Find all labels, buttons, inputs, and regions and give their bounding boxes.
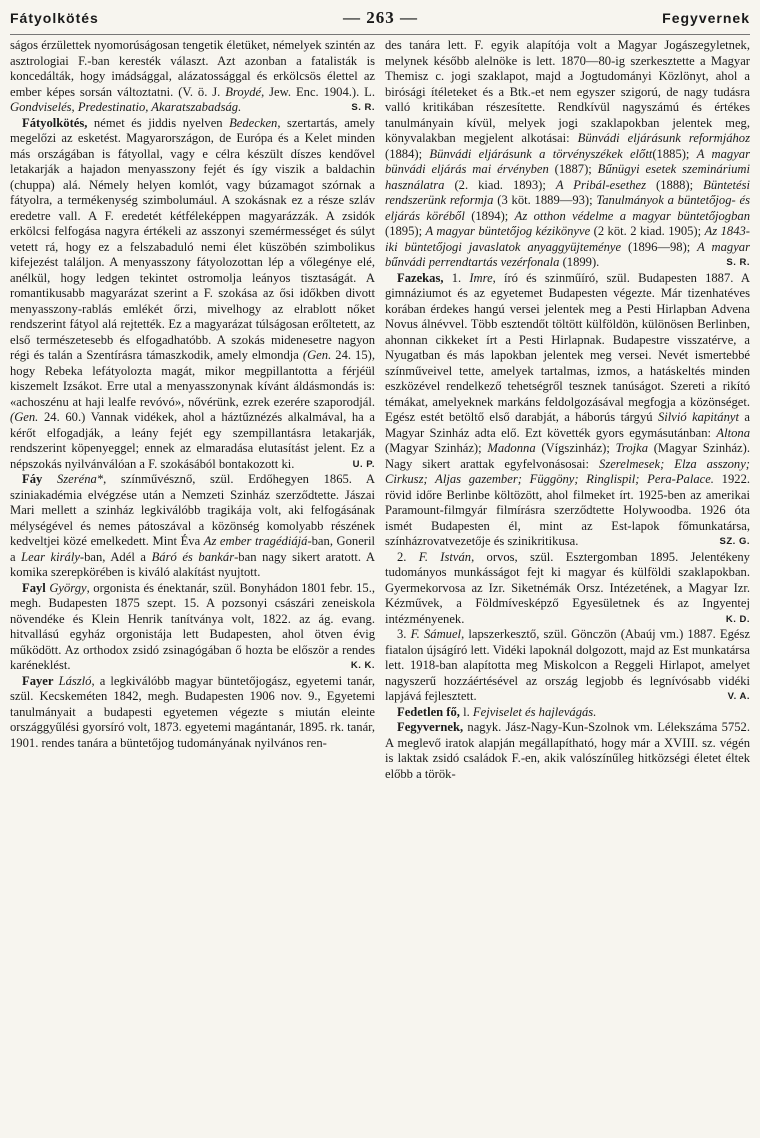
text-columns [10,38,750,782]
author-signature: K. K. [350,660,375,671]
author-signature: V. A. [727,691,750,702]
running-header [10,8,750,35]
encyclopedia-entry: Fayer László, a legkiválóbb magyar büntetőjogász, egyetemi tanár, szül. Kecskeméten 1842, megh. Budapesten 1906 nov. 9., Egyetemi tanulmányait a budapesti egyetemen végezte s miután eleinte országgyűlési gyorsíró volt, 1873. egyetemi magántanár, 1895. rk. tanár, 1901. rendes tanára a büntetőjog tudományának nyilvános ren- [10,673,375,750]
encyclopedia-entry: 3. F. Sámuel, lapszerkesztő, szül. Gönczön (Abaúj vm.) 1887. Egész fiatalon újságíró lett. Vidéki lapoknál dolgozott, majd az Est munkatársa lett. 1918-ban alapította meg Miskolcon a Reggeli Hirlapot, amelyet nagyszerű hozzáértésével az ország legjobb és legnívósabb vidéki lapjává fejlesztett. V. A. [385,627,750,703]
encyclopedia-entry: 2. F. István, orvos, szül. Esztergomban 1895. Jelentékeny tudományos munkásságot fejt ki magyar és külföldi szaklapokban. Gyermekorvosa az Izr. Siketnémák Orsz. Intézetének, a Magyar Izr. Kézművek, a Földmívesképző Egyesületnek és az Ingyentej intézményenek. K. D. [385,549,750,626]
header-right-keyword: Fegyvernek [662,10,750,26]
right-column [385,38,750,782]
author-signature: S. R. [726,257,750,268]
author-signature: U. P. [352,458,375,470]
entry-continuation: ságos érzülettek nyomorúságosan tengetik életüket, némelyek szintén az asztrologiai F.-ban keresték választ. Azt azonban a fatalisták is koncedálták, hogy imádsággal, alázatossággal és erkölcsös élettel az ember képes sorsán változtatni. (V. ö. J. Broydé, Jew. Enc. 1904.). L. Gondviselés, Predestinatio, Akaratszabadság. S. R. [10,38,375,114]
entry-continuation: des tanára lett. F. egyik alapítója volt a Magyar Jogászegyletnek, melynek később alelnöke is lett. 1870—80-ig szerkesztette a Magyar Themisz c. jogi szaklapot, majd a Jogtudományi Közlönyt, ahol a birósági ítéleteket és a Btk.-et nem egyszer szigorú, de nagy tudásra valló kritikában részesítette. Rendkívül nagyszámú és értékes tanulmányain kívül, melyek jogi szaklapokban jelentek meg, könyvalakban megjelent alkotásai: Bünvádi eljárásunk reformjához (1884); Bünvádi eljárásunk a törvényszékek előtt(1885); A magyar bünvádi eljárás mai érvényben (1887); Bűnügyi esetek szemináriumi használatra (2. kiad. 1893); A Pribál-esethez (1888); Büntetési rendszerünk reformja (3 köt. 1889—93); Tanulmányok a büntetőjog- és eljárás köréből (1894); Az otthon védelme a magyar büntetőjogban (1895); A magyar büntetőjog kézikönyve (2 köt. 2 kiad. 1905); Az 1843-iki büntetőjogi javaslatok anyaggyüjteménye (1896—98); A magyar bűnvádi perrendtartás vezérfonala (1899). S. R. [385,38,751,269]
author-signature: SZ. G. [719,536,750,547]
page-number: — 263 — [342,8,418,27]
author-signature: K. D. [725,613,750,625]
encyclopedia-entry: Fedetlen fő, l. Fejviselet és hajlevágás. [397,704,597,719]
author-signature: S. R. [351,102,375,113]
left-column [10,38,375,782]
encyclopedia-entry: Fegyvernek, nagyk. Jász-Nagy-Kun-Szolnok vm. Lélekszáma 5752. A meglevő iratok alapján megállapítható, hogy már a XVIII. sz. végén is laktak zsidó családok F.-en, akik valószínűleg hitközségi életet éltek előbb a török- [385,720,750,781]
encyclopedia-entry: Fátyolkötés, német és jiddis nyelven Bedecken, szertartás, amely megelőzi az esketést. Magyarországon, de Európa és a Kelet minden más országában is fátyollal, vagy e célra készült díszes kendővel letakarják a hajadon menyasszony fejét és így viszik a baldachin (chuppa) alá. Némely helyen komlót, vagy búzamagot szórnak a fátyolra, a termékenység szimbolumául. A szokásnak ez a része szláv eredetre vall. A F. eredetét kétféleképpen magyarázzák. A zsidók erkölcsi felfogása nagyra értékeli az asszonyi szemérmességet és súlyt vetett rá, hogy ez a felszabaduló nemi élet küszöbén szimbolikus kifejezést találjon. A menyasszony fátyolozottan lép a vőlegénye elé, anélkül, hogy ledgen tekintet ostromolja leányos tisztaságát. A romantikusabb magyarázat szerint a F. szokása az ősi időkben divott menyasszony-rablás emlékét őrzi, mivelhogy az elrablott nőket rendszerint fátyol alá rejtették. Ez a magyarázat túlságosan erőltetett, az első természetesebb és elfogadhatóbb. A szokás midenesetre nagyon régi és talán a Szentírásra támaszkodik, amely elmondja (Gen. 24. 15), hogy Rebeka lefátyolozta magát, mikor megpillantotta a férjéül kiszemelt Izsákot. Erre utal a menyasszonynak kívánt áldásmondás is: «achoszénu at haji lealfe revóvó», nővérünk, ezrek ezerére szaporodjál. (Gen. 24. 60.) Vannak vidékek, ahol a háztűznézés alkalmával, ha a kérőt elfogadják, a leány fejét egy szempillantásra letakarják, rendszerint köpenyeggel; ennek az elmaradása elutasítást jelent. Ez a népszokás nyilvánválóan a F. szokásából bontakozott ki. U. P. [10,115,375,471]
encyclopedia-entry: Fayl György, orgonista és énektanár, szül. Bonyhádon 1801 febr. 15., megh. Budapesten 1875 szept. 15. A pozsonyi császári zeneiskola növendéke és Klein Henrik tanítványa volt, 1822. az ág. evang. hitvallású egyház orgonistája lett Budapesten, ahol ötven évig működött. Az orthodox zsidó zsinagógában ő hozta be először a rendes karéneklést. K. K. [10,580,375,672]
encyclopedia-entry: Fáy Szeréna*, színművésznő, szül. Erdőhegyen 1865. A sziniakadémia elvégzése után a Nemzeti Szinház szerződtette. Jászai Mari mellett a szinház legkiválóbb tragikája volt, aki felfogásának mélységével és nemes pátoszával a közönség komolyabb részének kedveltjei közé emelkedett. Mint Éva Az ember tragédiájá-ban, Goneril a Lear király-ban, Adél a Báró és bankár-ban nagy sikert aratott. A komika szerepkörében is kiváló alakítást nyujtott. [10,472,376,579]
header-left-keyword: Fátyolkötés [10,10,99,26]
encyclopedia-entry: Fazekas, 1. Imre, író és szinműíró, szül. Budapesten 1887. A gimnáziumot és az egyetemet Budapesten végezte. Már tizenhatéves korában érdekes hangú versei jelentek meg a Pesti Hirlapban Advena Novus álnévvel. Több esztendőt töltött külföldön, különösen Berlinben, ahonnan cikkeket írt a Pesti Hirlapnak. Budapestre visszatérve, a Nyugatban és más lapokban jelentek meg versei. Nevét ismertebbé színműveivel tette, amelyek tartalmas, izmos, a hatáskeltés minden eszközével rendelkező tehetségről tesznek tanúságot. Szereti a rikító témákat, amelyeknek markáns feldolgozásával megfogja a közönséget. Egész estét betöltő első darabját, a háborús tárgyú Silvió kapitányt a Magyar Szinház adta elő. Ezt követték gyors egymásutánban: Altona (Magyar Szinház); Madonna (Vígszinház); Trojka (Magyar Szinház). Nagy sikert arattak egyfelvonásosai: Szerelmesek; Elza asszony; Cirkusz; Aljas gazember; Függöny; Ringlispil; Pera-Palace. 1922. rövid időre Berlinbe költözött, ahol filmeket írt. 1925-ben az amerikai Paramount-filmgyár filmírásra szerződtette Holywoodba. 1926 óta ismét Budapesten él, mint az Est-lapok főmunkatársa, színházrovatvezetője és szinikritikusa. SZ. G. [385,270,751,548]
